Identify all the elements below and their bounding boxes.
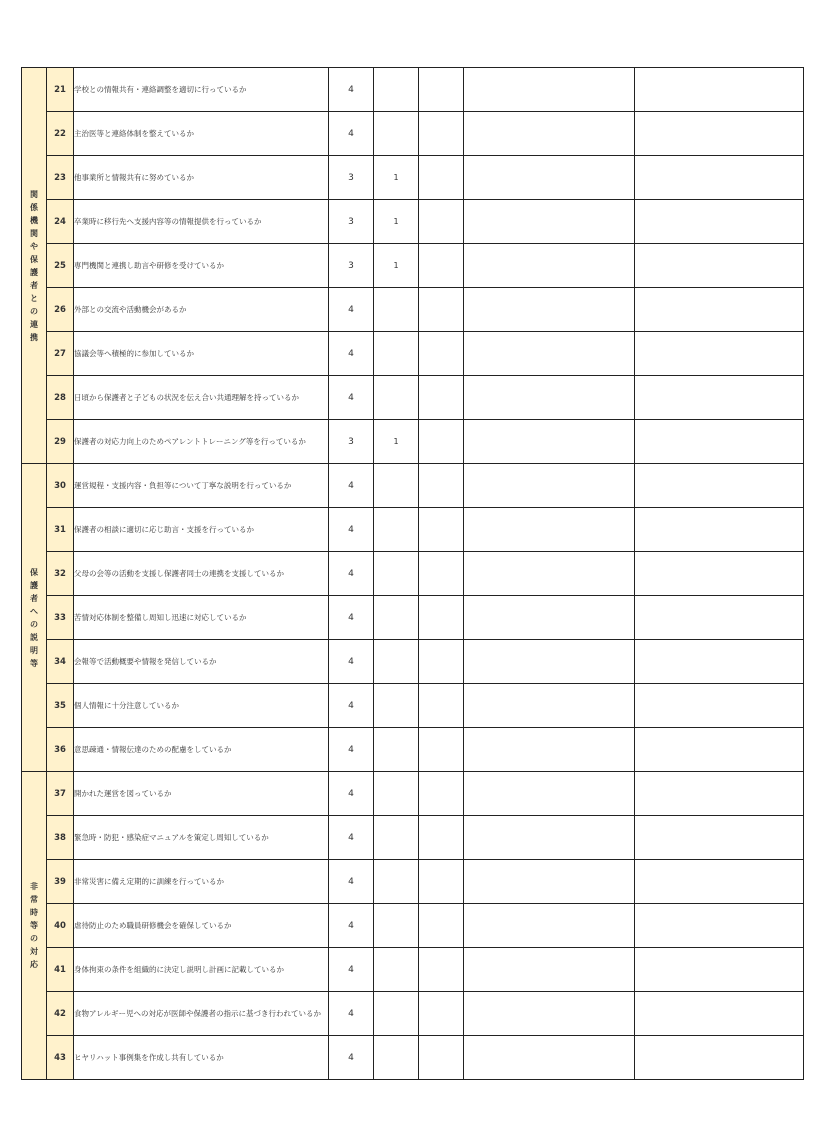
blank-cell <box>464 68 635 112</box>
blank-cell <box>635 684 804 728</box>
item-text <box>74 992 329 1036</box>
blank-cell <box>419 156 464 200</box>
blank-cell <box>419 420 464 464</box>
item-number: 33 <box>47 596 74 640</box>
item-number: 30 <box>47 464 74 508</box>
blank-cell <box>635 948 804 992</box>
item-text-label: 個人情報に十分注意しているか <box>74 700 179 710</box>
item-number: 22 <box>47 112 74 156</box>
item-text <box>74 376 329 420</box>
no-count: 1 <box>374 244 419 288</box>
blank-cell <box>419 200 464 244</box>
table-row <box>22 244 804 288</box>
table-row <box>22 200 804 244</box>
blank-cell <box>464 904 635 948</box>
blank-cell <box>635 1036 804 1080</box>
item-text-label: 会報等で活動概要や情報を発信しているか <box>74 656 217 666</box>
blank-cell <box>635 68 804 112</box>
blank-cell <box>464 816 635 860</box>
item-number: 31 <box>47 508 74 552</box>
item-number: 29 <box>47 420 74 464</box>
blank-cell <box>635 552 804 596</box>
item-text <box>74 904 329 948</box>
blank-cell <box>419 728 464 772</box>
item-text-label: 専門機関と連携し助言や研修を受けているか <box>74 260 224 270</box>
item-number: 37 <box>47 772 74 816</box>
yes-count: 4 <box>329 112 374 156</box>
yes-count: 4 <box>329 684 374 728</box>
item-text-label: 協議会等へ積極的に参加しているか <box>74 348 194 358</box>
item-text-label: 父母の会等の活動を支援し保護者同士の連携を支援しているか <box>74 568 284 578</box>
table-row <box>22 816 804 860</box>
item-text <box>74 156 329 200</box>
item-number: 36 <box>47 728 74 772</box>
item-text <box>74 112 329 156</box>
blank-cell <box>635 728 804 772</box>
item-number: 34 <box>47 640 74 684</box>
no-count <box>374 596 419 640</box>
item-text-label: 非常災害に備え定期的に訓練を行っているか <box>74 876 224 886</box>
blank-cell <box>464 112 635 156</box>
item-text <box>74 948 329 992</box>
item-text <box>74 508 329 552</box>
blank-cell <box>635 640 804 684</box>
no-count <box>374 640 419 684</box>
blank-cell <box>419 684 464 728</box>
item-number: 23 <box>47 156 74 200</box>
table-row <box>22 376 804 420</box>
blank-cell <box>419 552 464 596</box>
item-text-label: ヒヤリハット事例集を作成し共有しているか <box>74 1052 224 1062</box>
table-row <box>22 508 804 552</box>
blank-cell <box>635 288 804 332</box>
item-text-label: 外部との交流や活動機会があるか <box>74 304 187 314</box>
yes-count: 4 <box>329 1036 374 1080</box>
table-row <box>22 68 804 112</box>
item-number: 43 <box>47 1036 74 1080</box>
item-number: 42 <box>47 992 74 1036</box>
item-text-label: 身体拘束の条件を組織的に決定し説明し計画に記載しているか <box>74 964 284 974</box>
no-count <box>374 684 419 728</box>
blank-cell <box>419 948 464 992</box>
blank-cell <box>464 772 635 816</box>
no-count: 1 <box>374 200 419 244</box>
table-row <box>22 992 804 1036</box>
no-count <box>374 112 419 156</box>
no-count <box>374 728 419 772</box>
item-number: 40 <box>47 904 74 948</box>
blank-cell <box>635 376 804 420</box>
yes-count: 3 <box>329 156 374 200</box>
item-text <box>74 860 329 904</box>
category-label: 関係機関や保護者との連携 <box>30 189 38 342</box>
item-number: 32 <box>47 552 74 596</box>
table-row <box>22 684 804 728</box>
item-text-label: 主治医等と連絡体制を整えているか <box>74 128 194 138</box>
no-count <box>374 904 419 948</box>
item-text-label: 卒業時に移行先へ支援内容等の情報提供を行っているか <box>74 216 262 226</box>
item-number: 27 <box>47 332 74 376</box>
item-text-label: 苦情対応体制を整備し周知し迅速に対応しているか <box>74 612 247 622</box>
yes-count: 4 <box>329 772 374 816</box>
blank-cell <box>635 508 804 552</box>
table-row <box>22 860 804 904</box>
table-row <box>22 772 804 816</box>
blank-cell <box>464 376 635 420</box>
item-text <box>74 420 329 464</box>
item-text <box>74 332 329 376</box>
blank-cell <box>419 860 464 904</box>
item-number: 38 <box>47 816 74 860</box>
item-text-label: 開かれた運営を図っているか <box>74 788 172 798</box>
table-row <box>22 464 804 508</box>
item-text-label: 日頃から保護者と子どもの状況を伝え合い共通理解を持っているか <box>74 392 299 402</box>
blank-cell <box>464 420 635 464</box>
blank-cell <box>635 244 804 288</box>
item-text-label: 学校との情報共有・連絡調整を適切に行っているか <box>74 84 247 94</box>
blank-cell <box>464 244 635 288</box>
no-count <box>374 332 419 376</box>
yes-count: 4 <box>329 288 374 332</box>
blank-cell <box>635 420 804 464</box>
yes-count: 4 <box>329 904 374 948</box>
no-count <box>374 288 419 332</box>
blank-cell <box>419 904 464 948</box>
blank-cell <box>635 332 804 376</box>
blank-cell <box>635 772 804 816</box>
category-label: 保護者への説明等 <box>30 567 38 668</box>
item-text <box>74 816 329 860</box>
item-number: 26 <box>47 288 74 332</box>
no-count <box>374 860 419 904</box>
table-row <box>22 904 804 948</box>
category-label: 非常時等の対応 <box>30 882 38 969</box>
no-count: 1 <box>374 420 419 464</box>
table-row <box>22 420 804 464</box>
evaluation-table <box>21 67 804 1080</box>
item-text-label: 他事業所と情報共有に努めているか <box>74 172 194 182</box>
no-count <box>374 992 419 1036</box>
yes-count: 4 <box>329 948 374 992</box>
item-number: 28 <box>47 376 74 420</box>
blank-cell <box>635 464 804 508</box>
blank-cell <box>419 992 464 1036</box>
blank-cell <box>464 1036 635 1080</box>
item-text <box>74 288 329 332</box>
blank-cell <box>419 244 464 288</box>
yes-count: 4 <box>329 332 374 376</box>
blank-cell <box>464 684 635 728</box>
evaluation-table-body <box>22 68 804 1080</box>
blank-cell <box>464 508 635 552</box>
item-text <box>74 464 329 508</box>
no-count <box>374 68 419 112</box>
blank-cell <box>464 596 635 640</box>
blank-cell <box>419 376 464 420</box>
blank-cell <box>464 200 635 244</box>
yes-count: 4 <box>329 640 374 684</box>
blank-cell <box>464 464 635 508</box>
blank-cell <box>464 332 635 376</box>
no-count <box>374 464 419 508</box>
item-number: 21 <box>47 68 74 112</box>
yes-count: 3 <box>329 420 374 464</box>
blank-cell <box>419 112 464 156</box>
item-text-label: 運営規程・支援内容・負担等について丁寧な説明を行っているか <box>74 480 292 490</box>
blank-cell <box>635 112 804 156</box>
table-row <box>22 552 804 596</box>
yes-count: 4 <box>329 376 374 420</box>
no-count <box>374 376 419 420</box>
no-count <box>374 816 419 860</box>
blank-cell <box>464 156 635 200</box>
table-row <box>22 596 804 640</box>
item-number: 39 <box>47 860 74 904</box>
item-text <box>74 772 329 816</box>
yes-count: 4 <box>329 596 374 640</box>
item-text <box>74 244 329 288</box>
yes-count: 4 <box>329 68 374 112</box>
blank-cell <box>464 992 635 1036</box>
yes-count: 3 <box>329 200 374 244</box>
item-text <box>74 596 329 640</box>
table-row <box>22 156 804 200</box>
table-row <box>22 1036 804 1080</box>
item-text <box>74 684 329 728</box>
blank-cell <box>419 596 464 640</box>
blank-cell <box>419 464 464 508</box>
blank-cell <box>419 816 464 860</box>
blank-cell <box>464 640 635 684</box>
yes-count: 4 <box>329 992 374 1036</box>
blank-cell <box>464 552 635 596</box>
blank-cell <box>419 772 464 816</box>
item-number: 35 <box>47 684 74 728</box>
yes-count: 4 <box>329 464 374 508</box>
blank-cell <box>419 288 464 332</box>
item-text-label: 緊急時・防犯・感染症マニュアルを策定し周知しているか <box>74 832 269 842</box>
item-text <box>74 1036 329 1080</box>
item-text <box>74 552 329 596</box>
blank-cell <box>464 288 635 332</box>
no-count <box>374 508 419 552</box>
yes-count: 4 <box>329 816 374 860</box>
table-row <box>22 112 804 156</box>
item-text <box>74 728 329 772</box>
blank-cell <box>419 640 464 684</box>
no-count <box>374 1036 419 1080</box>
table-row <box>22 640 804 684</box>
blank-cell <box>419 68 464 112</box>
blank-cell <box>635 200 804 244</box>
item-text <box>74 68 329 112</box>
yes-count: 4 <box>329 860 374 904</box>
item-text <box>74 640 329 684</box>
no-count: 1 <box>374 156 419 200</box>
yes-count: 4 <box>329 552 374 596</box>
blank-cell <box>635 596 804 640</box>
no-count <box>374 552 419 596</box>
yes-count: 3 <box>329 244 374 288</box>
item-text-label: 保護者の相談に適切に応じ助言・支援を行っているか <box>74 524 254 534</box>
item-number: 41 <box>47 948 74 992</box>
category-cell <box>22 68 47 464</box>
item-number: 25 <box>47 244 74 288</box>
no-count <box>374 772 419 816</box>
no-count <box>374 948 419 992</box>
item-text-label: 食物アレルギー児への対応が医師や保護者の指示に基づき行われているか <box>74 1008 322 1018</box>
table-row <box>22 948 804 992</box>
yes-count: 4 <box>329 728 374 772</box>
item-text <box>74 200 329 244</box>
table-row <box>22 288 804 332</box>
blank-cell <box>635 860 804 904</box>
blank-cell <box>419 332 464 376</box>
blank-cell <box>635 992 804 1036</box>
yes-count: 4 <box>329 508 374 552</box>
blank-cell <box>635 156 804 200</box>
blank-cell <box>464 728 635 772</box>
table-row <box>22 332 804 376</box>
table-row <box>22 728 804 772</box>
blank-cell <box>419 508 464 552</box>
item-text-label: 保護者の対応力向上のためペアレントトレーニング等を行っているか <box>74 436 306 446</box>
blank-cell <box>419 1036 464 1080</box>
blank-cell <box>635 904 804 948</box>
item-text-label: 意思疎通・情報伝達のための配慮をしているか <box>74 744 232 754</box>
item-number: 24 <box>47 200 74 244</box>
category-cell <box>22 772 47 1080</box>
item-text-label: 虐待防止のため職員研修機会を確保しているか <box>74 920 232 930</box>
blank-cell <box>464 860 635 904</box>
category-cell <box>22 464 47 772</box>
blank-cell <box>635 816 804 860</box>
blank-cell <box>464 948 635 992</box>
